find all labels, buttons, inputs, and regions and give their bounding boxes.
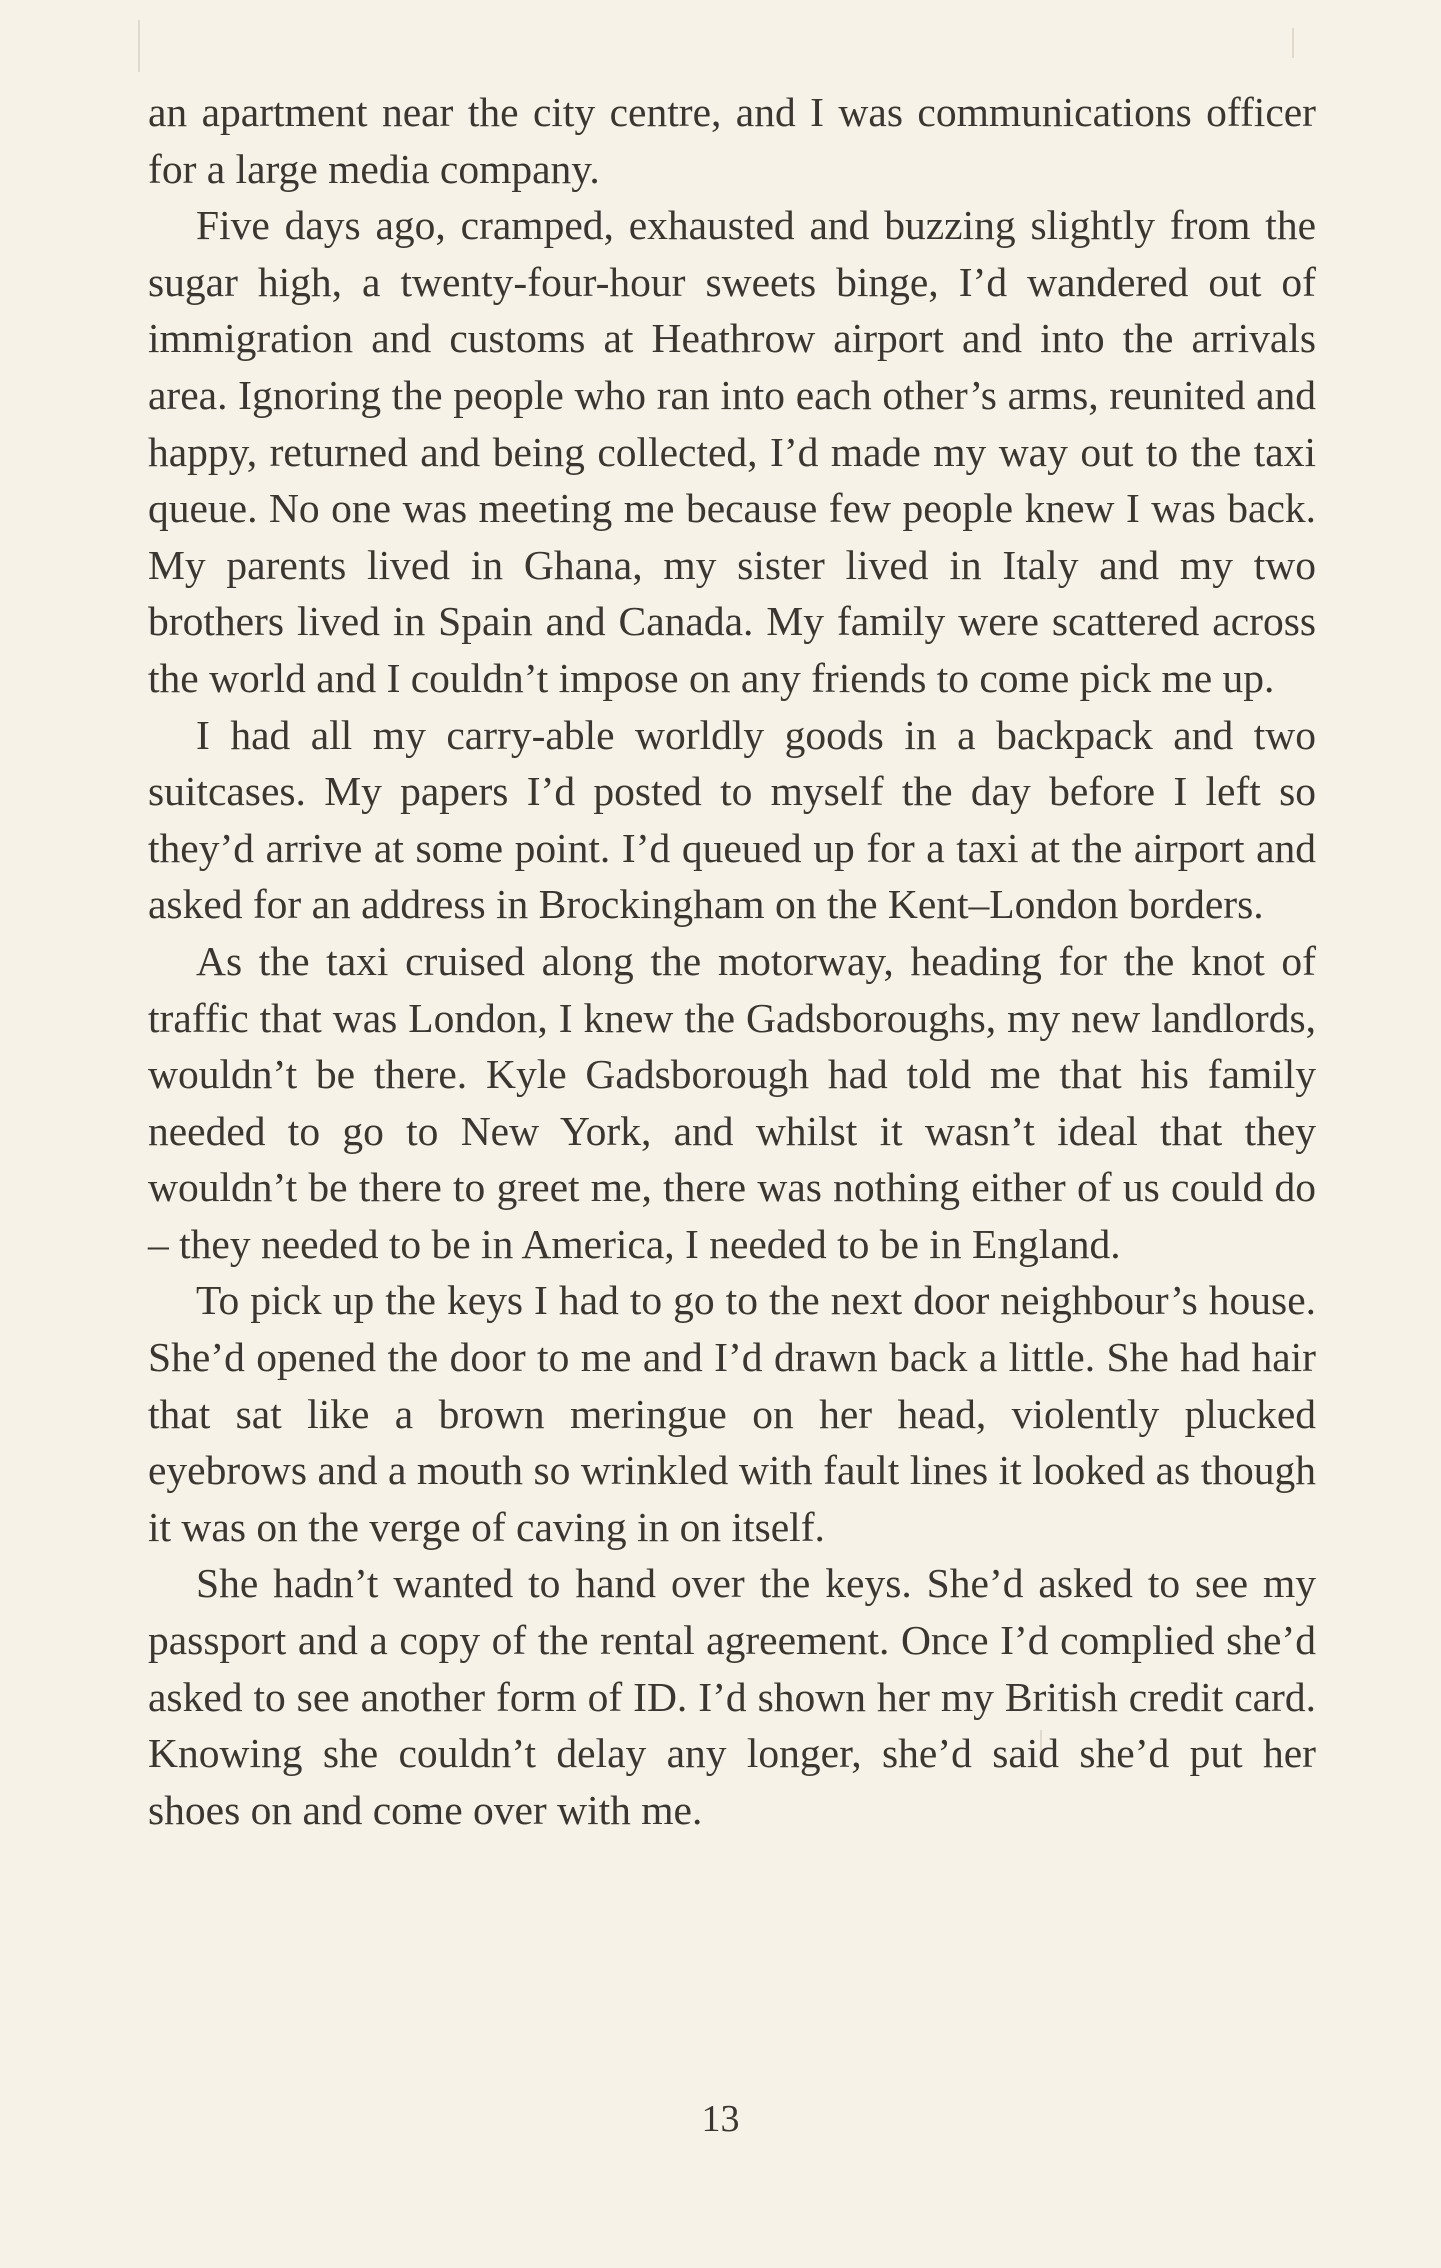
paragraph: Five days ago, cramped, exhausted and buzzing slightly from the sugar high, a twenty-four-hour sweets binge, I’d wandered out of immigration and customs at Heathrow airport and into the arrivals area. Ignoring the people who ran into each other’s arms, reunited and happy, returned and being collected, I’d made my way out to the taxi queue. No one was meeting me because few people knew I was back. My parents lived in Ghana, my sister lived in Italy and my two brothers lived in Spain and Canada. My family were scattered across the world and I couldn’t impose on any friends to come pick me up. [148, 202, 1316, 701]
paragraph: I had all my carry-able worldly goods in a backpack and two suitcases. My papers I’d posted to myself the day before I left so they’d arrive at some point. I’d queued up for a taxi at the airport and asked for an address in Brockingham on the Kent–London borders. [148, 711, 1316, 928]
page-number: 13 [701, 2098, 740, 2140]
paragraph: She hadn’t wanted to hand over the keys. She’d asked to see my passport and a copy of the rental agreement. Once I’d complied she’d asked to see another form of ID. I’d shown her my British credit card. Knowing she couldn’t delay any longer, she’d said she’d put her shoes on and come over with me. [148, 1560, 1316, 1833]
paragraph: an apartment near the city centre, and I was communications officer for a large media company. [148, 89, 1316, 192]
paragraph: As the taxi cruised along the motorway, heading for the knot of traffic that was London, I knew the Gadsboroughs, my new landlords, wouldn’t be there. Kyle Gadsborough had told me that his family needed to go to New York, and whilst it wasn’t ideal that they wouldn’t be there to greet me, there was nothing either of us could do – they needed to be in America, I needed to be in England. [148, 937, 1316, 1267]
paragraph: To pick up the keys I had to go to the next door neighbour’s house. She’d opened the door to me and I’d drawn back a little. She had hair that sat like a brown meringue on her head, violently plucked eyebrows and a mouth so wrinkled with fault lines it looked as though it was on the verge of caving in on itself. [148, 1277, 1316, 1550]
scan-mark [138, 20, 140, 72]
scan-mark [1292, 28, 1294, 58]
body-text [148, 84, 1316, 1838]
